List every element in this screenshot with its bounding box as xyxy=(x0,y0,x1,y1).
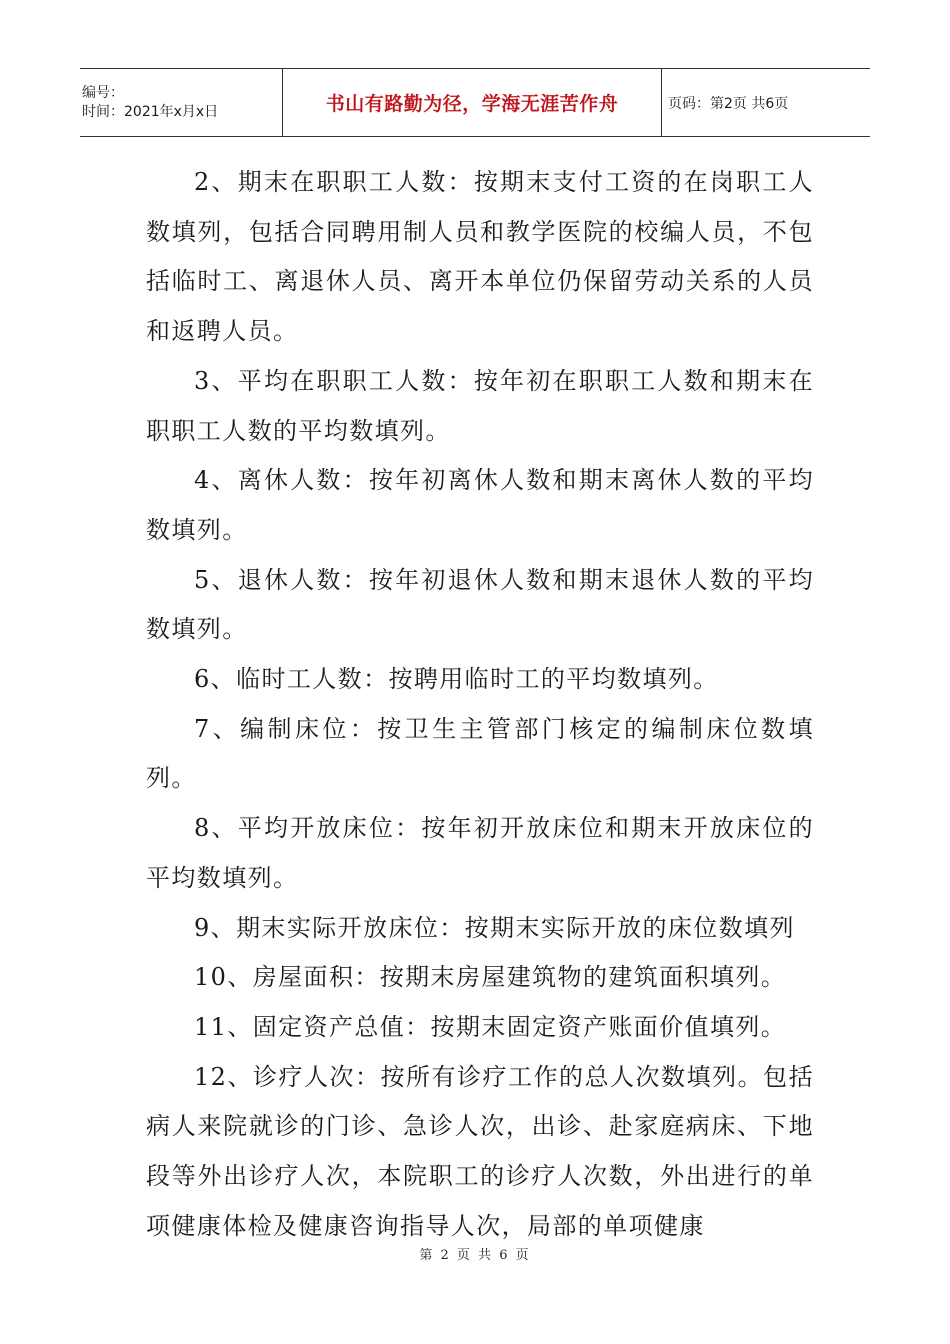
paragraph-item-4: 4、离休人数：按年初离休人数和期末离休人数的平均数填列。 xyxy=(146,466,814,544)
paragraph-item-7: 7、编制床位：按卫生主管部门核定的编制床位数填列。 xyxy=(146,714,814,793)
header-motto: 书山有路勤为径，学海无涯苦作舟 xyxy=(325,93,619,115)
header-motto-cell xyxy=(283,69,662,136)
page-footer: 第 2 页 共 6 页 xyxy=(419,1248,531,1263)
paragraph-item-2: 2、期末在职职工人数：按期末支付工资的在岗职工人数填列，包括合同聘用制人员和教学医院的校编人员，不包括临时工、离退休人员、离开本单位仍保留劳动关系的人员和返聘人员。 xyxy=(146,168,814,346)
header-meta xyxy=(80,69,283,136)
document-number-label: 编号： xyxy=(82,84,124,101)
header-page-info: 页码：第2页 共6页 xyxy=(668,95,789,112)
paragraph-item-11: 11、固定资产总值：按期末固定资产账面价值填列。 xyxy=(194,1012,787,1041)
paragraph-item-9: 9、期末实际开放床位：按期末实际开放的床位数填列 xyxy=(194,913,795,942)
document-time: 时间：2021年x月x日 xyxy=(82,103,219,120)
paragraph-item-8: 8、平均开放床位：按年初开放床位和期末开放床位的平均数填列。 xyxy=(146,814,814,892)
paragraph-item-5: 5、退休人数：按年初退休人数和期末退休人数的平均数填列。 xyxy=(146,565,814,644)
paragraph-item-6: 6、临时工人数：按聘用临时工的平均数填列。 xyxy=(194,665,719,694)
page-header xyxy=(80,68,870,137)
paragraph-item-10: 10、房屋面积：按期末房屋建筑物的建筑面积填列。 xyxy=(194,963,787,992)
paragraph-item-12: 12、诊疗人次：按所有诊疗工作的总人次数填列。包括病人来院就诊的门诊、急诊人次，出诊、赴家庭病床、下地段等外出诊疗人次，本院职工的诊疗人次数，外出进行的单项健康体检及健康咨询指导人次，局部的单项健康 xyxy=(146,1062,814,1240)
paragraph-item-3: 3、平均在职职工人数：按年初在职职工人数和期末在职职工人数的平均数填列。 xyxy=(146,366,814,445)
document-body xyxy=(146,158,814,1251)
